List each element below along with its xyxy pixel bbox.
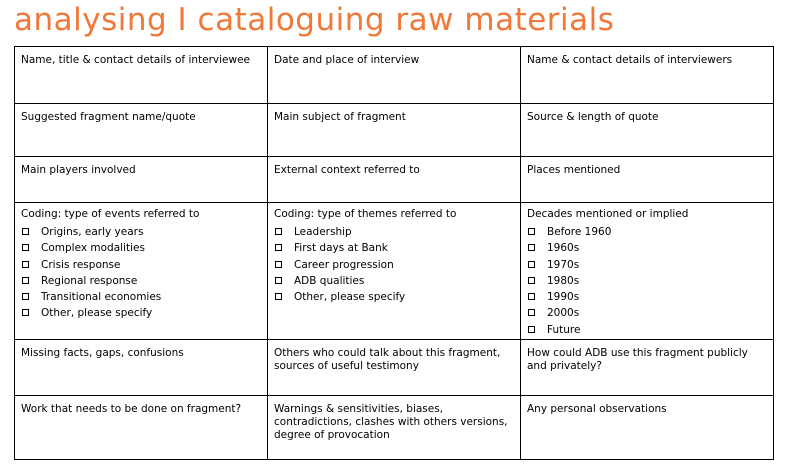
main-players-label: Main players involved: [21, 164, 136, 176]
checkbox[interactable]: [22, 293, 29, 300]
table-row: [15, 47, 774, 104]
list-item: [527, 305, 767, 321]
interviewers-details-cell[interactable]: [521, 47, 774, 104]
list-item: [274, 289, 514, 305]
checkbox[interactable]: [528, 309, 535, 316]
fragment-name-cell[interactable]: [15, 104, 268, 157]
checkbox-label: 1990s: [547, 291, 580, 304]
list-item: [527, 322, 767, 338]
list-item: [274, 257, 514, 273]
checkbox-label: Other, please specify: [294, 291, 406, 304]
quote-source-cell[interactable]: [521, 104, 774, 157]
missing-facts-cell[interactable]: [15, 340, 268, 396]
checkbox-label: Regional response: [41, 274, 138, 287]
checkbox-label: 1970s: [547, 258, 580, 271]
other-sources-label: Others who could talk about this fragment, sources of useful testimony: [274, 347, 501, 372]
interviewee-details-label: Name, title & contact details of interviewee: [21, 54, 251, 66]
warnings-cell[interactable]: [268, 396, 521, 460]
interviewee-details-cell[interactable]: [15, 47, 268, 104]
personal-observations-cell[interactable]: [521, 396, 774, 460]
checkbox-label: Transitional economies: [41, 291, 162, 304]
table-row: [15, 157, 774, 203]
work-needed-cell[interactable]: [15, 396, 268, 460]
table-row: [15, 203, 774, 340]
list-item: [527, 257, 767, 273]
checkbox[interactable]: [528, 277, 535, 284]
places-mentioned-label: Places mentioned: [527, 164, 621, 176]
checkbox-label: First days at Bank: [294, 242, 388, 255]
decades-label: Decades mentioned or implied: [527, 208, 689, 220]
checkbox[interactable]: [22, 228, 29, 235]
list-item: [21, 224, 261, 240]
checkbox[interactable]: [528, 293, 535, 300]
checkbox[interactable]: [275, 261, 282, 268]
checkbox-label: Career progression: [294, 258, 394, 271]
quote-source-label: Source & length of quote: [527, 111, 659, 123]
checkbox-label: Complex modalities: [41, 242, 145, 255]
checkbox-label: Crisis response: [41, 258, 121, 271]
main-players-cell[interactable]: [15, 157, 268, 203]
checkbox[interactable]: [528, 228, 535, 235]
list-item: [21, 273, 261, 289]
fragment-name-label: Suggested fragment name/quote: [21, 111, 196, 123]
other-sources-cell[interactable]: [268, 340, 521, 396]
checkbox-label: 1960s: [547, 242, 580, 255]
work-needed-label: Work that needs to be done on fragment?: [21, 403, 242, 415]
fragment-subject-cell[interactable]: [268, 104, 521, 157]
checkbox-label: ADB qualities: [294, 274, 365, 287]
checkbox-label: Leadership: [294, 226, 352, 238]
personal-observations-label: Any personal observations: [527, 403, 667, 415]
checkbox[interactable]: [275, 277, 282, 284]
interview-date-place-cell[interactable]: [268, 47, 521, 104]
places-mentioned-cell[interactable]: [521, 157, 774, 203]
checkbox[interactable]: [275, 228, 282, 235]
list-item: [274, 224, 514, 240]
table-row: [15, 340, 774, 396]
theme-coding-cell: [268, 203, 521, 340]
list-item: [527, 273, 767, 289]
theme-coding-checklist: [274, 224, 514, 305]
cataloguing-form-table: [14, 46, 774, 460]
checkbox[interactable]: [275, 244, 282, 251]
adb-use-label: How could ADB use this fragment publicly and privately?: [527, 347, 748, 372]
list-item: [21, 257, 261, 273]
table-row: [15, 396, 774, 460]
list-item: [274, 240, 514, 256]
decades-checklist: [527, 224, 767, 338]
checkbox-label: Future: [547, 323, 581, 336]
missing-facts-label: Missing facts, gaps, confusions: [21, 347, 184, 359]
checkbox-label: 2000s: [547, 307, 580, 320]
list-item: [274, 273, 514, 289]
checkbox[interactable]: [22, 244, 29, 251]
adb-use-cell[interactable]: [521, 340, 774, 396]
checkbox[interactable]: [22, 261, 29, 268]
event-coding-checklist: [21, 224, 261, 322]
list-item: [21, 305, 261, 321]
table-row: [15, 104, 774, 157]
event-coding-cell: [15, 203, 268, 340]
external-context-label: External context referred to: [274, 164, 420, 176]
checkbox-label: Other, please specify: [41, 307, 153, 320]
checkbox[interactable]: [22, 309, 29, 316]
external-context-cell[interactable]: [268, 157, 521, 203]
warnings-label: Warnings & sensitivities, biases, contradictions, clashes with others versions, degree of provocation: [274, 403, 508, 441]
checkbox[interactable]: [528, 244, 535, 251]
list-item: [527, 289, 767, 305]
theme-coding-label: Coding: type of themes referred to: [274, 208, 457, 220]
checkbox[interactable]: [275, 293, 282, 300]
interview-date-place-label: Date and place of interview: [274, 54, 420, 66]
list-item: [21, 289, 261, 305]
interviewers-details-label: Name & contact details of interviewers: [527, 54, 733, 66]
event-coding-label: Coding: type of events referred to: [21, 208, 200, 220]
checkbox[interactable]: [22, 277, 29, 284]
checkbox[interactable]: [528, 326, 535, 333]
checkbox-label: Before 1960: [547, 226, 612, 238]
checkbox[interactable]: [528, 261, 535, 268]
fragment-subject-label: Main subject of fragment: [274, 111, 406, 123]
list-item: [21, 240, 261, 256]
page-title: analysing I cataloguing raw materials: [14, 2, 615, 38]
list-item: [527, 240, 767, 256]
decades-cell: [521, 203, 774, 340]
checkbox-label: 1980s: [547, 274, 580, 287]
list-item: [527, 224, 767, 240]
checkbox-label: Origins, early years: [41, 226, 144, 238]
